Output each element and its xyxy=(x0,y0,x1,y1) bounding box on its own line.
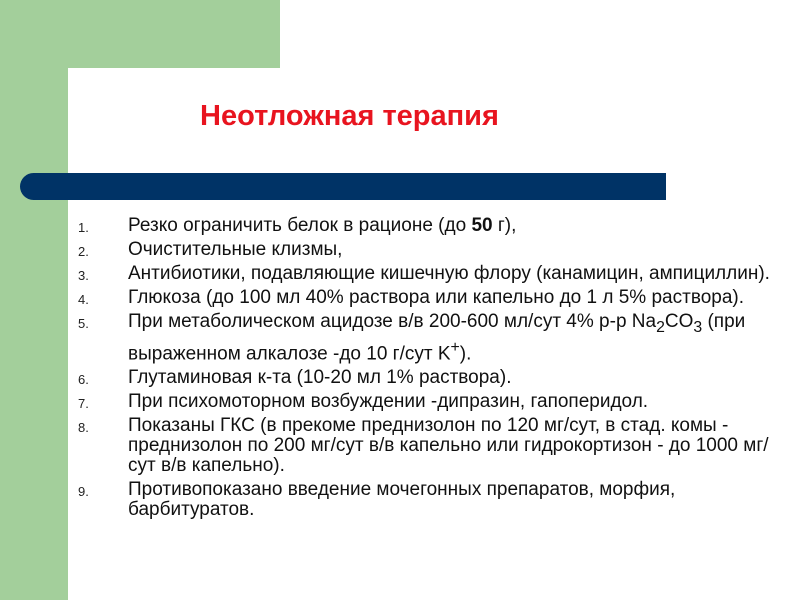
list-number: 9. xyxy=(78,484,89,500)
list-item xyxy=(76,368,780,388)
list-item xyxy=(76,216,780,236)
decor-green-left xyxy=(0,0,68,600)
list-text: Глутаминовая к-та (10-20 мл 1% раствора). xyxy=(128,367,512,389)
list-number: 3. xyxy=(78,268,89,283)
list-item xyxy=(76,312,780,364)
list-number: 4. xyxy=(78,292,89,307)
list-number: 6. xyxy=(78,372,89,388)
list-item xyxy=(76,264,780,284)
list-item xyxy=(76,480,780,520)
list-number: 2. xyxy=(78,244,89,259)
decor-rounded-corner xyxy=(68,68,148,148)
list-text: Резко ограничить белок в рационе (до 50 г), xyxy=(128,215,517,236)
decor-title-bar xyxy=(20,173,666,200)
list-number: 8. xyxy=(78,420,89,436)
list-number: 5. xyxy=(78,316,89,331)
list-text-bold: 50 xyxy=(471,215,493,236)
slide-title: Неотложная терапия xyxy=(200,100,499,132)
list-item xyxy=(76,392,780,412)
list-text: Очистительные клизмы, xyxy=(128,239,343,260)
therapy-list xyxy=(76,216,780,524)
list-text: При метаболическом ацидозе в/в 200-600 мл/сут 4% р-р $Na_2CO_3$ (при выраженном алкалозе -до 10 г/сут K+). xyxy=(128,311,746,365)
list-text: При психомоторном возбуждении -дипразин, гапоперидол. xyxy=(128,391,649,413)
list-text: Противопоказано введение мочегонных препаратов, морфия, барбитуратов. xyxy=(128,479,676,521)
list-number: 1. xyxy=(78,220,89,235)
list-number: 7. xyxy=(78,396,89,412)
list-text: Антибиотики, подавляющие кишечную флору (канамицин, ампициллин). xyxy=(128,263,770,284)
list-item xyxy=(76,288,780,308)
list-item xyxy=(76,416,780,476)
list-item xyxy=(76,240,780,260)
list-text: Глюкоза (до 100 мл 40% раствора или капельно до 1 л 5% раствора). xyxy=(128,287,745,308)
list-text: Показаны ГКС (в прекоме преднизолон по 120 мг/сут, в стад. комы - преднизолон по 200 мг/сут в/в капельно или гидрокортизон - до 1000 мг/сут в/в капельно). xyxy=(128,415,769,477)
